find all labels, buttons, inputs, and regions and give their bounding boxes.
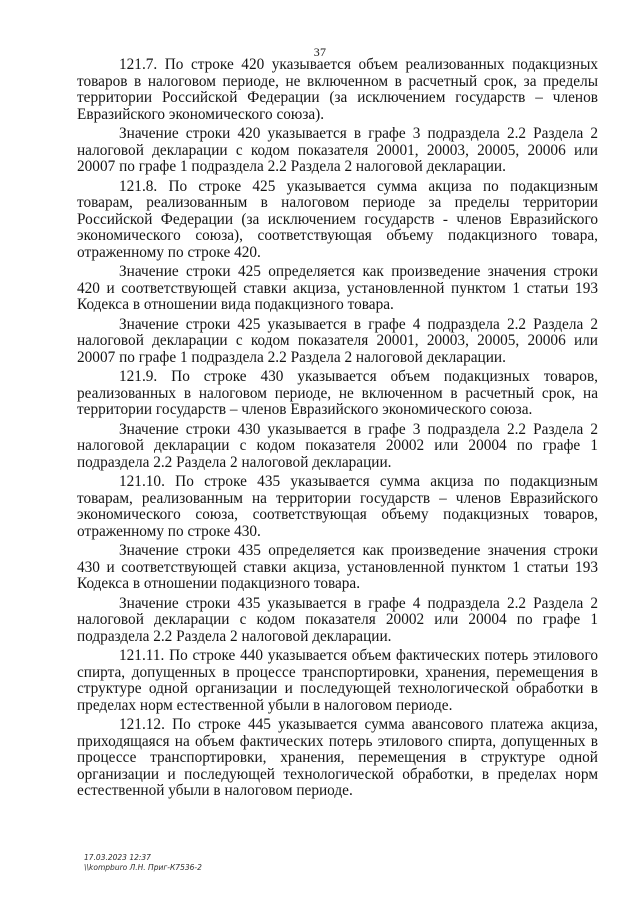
- page-number: 37: [313, 45, 327, 59]
- footer-timestamp: 17.03.2023 12:37: [84, 853, 151, 862]
- paragraph-121-9: 121.9. По строке 430 указывается объем подакцизных товаров, реализованных в налоговом периоде, не включенном в расчетный срок, на территории государств – членов Евразийского экономического союза.: [77, 368, 598, 418]
- paragraph-121-10: 121.10. По строке 435 указывается сумма акциза по подакцизным товарам, реализованным на территории государств – членов Евразийского экономического союза, соответствующая объему подакцизных товаров, отраженному по строке 430.: [77, 473, 598, 540]
- footer-stamp: [84, 853, 202, 873]
- footer-source-path: \\kompburo Л.Н. Приг-К7536-2: [84, 863, 202, 872]
- document-body: [77, 57, 598, 803]
- paragraph-line-430-value: Значение строки 430 указывается в графе 3 подраздела 2.2 Раздела 2 налоговой декларации с кодом показателя 20002 или 20004 по графе 1 подраздела 2.2 Раздела 2 налоговой декларации.: [77, 420, 598, 471]
- paragraph-121-11: 121.11. По строке 440 указывается объем фактических потерь этилового спирта, допущенных в процессе транспортировки, хранения, перемещения в структуре одной организации и последующей технологической обработки в пределах норм естественной убыли в налоговом периоде.: [77, 647, 598, 714]
- paragraph-line-425-calculation: Значение строки 425 определяется как произведение значения строки 420 и соответствующей ставки акциза, установленной пунктом 1 статьи 193 Кодекса в отношении вида подакцизного товара.: [77, 263, 598, 313]
- paragraph-line-425-value: Значение строки 425 указывается в графе 4 подраздела 2.2 Раздела 2 налоговой декларации с кодом показателя 20001, 20003, 20005, 20006 или 20007 по графе 1 подраздела 2.2 Раздела 2 налоговой декларации.: [77, 315, 598, 366]
- paragraph-line-435-calculation: Значение строки 435 определяется как произведение значения строки 430 и соответствующей ставки акциза, установленной пунктом 1 статьи 193 Кодекса в отношении подакцизного товара.: [77, 542, 598, 592]
- paragraph-121-8: 121.8. По строке 425 указывается сумма акциза по подакцизным товарам, реализованным в налоговом периоде за пределы территории Российской Федерации (за исключением государств - членов Евразийского экономического союза), соответствующая объему подакцизного товара, отраженному по строке 420.: [77, 177, 598, 261]
- paragraph-line-435-value: Значение строки 435 указывается в графе 4 подраздела 2.2 Раздела 2 налоговой декларации с кодом показателя 20002 или 20004 по графе 1 подраздела 2.2 Раздела 2 налоговой декларации.: [77, 594, 598, 645]
- paragraph-121-7: 121.7. По строке 420 указывается объем реализованных подакцизных товаров в налоговом периоде, не включенном в расчетный срок, за пределы территории Российской Федерации (за исключением государств – членов Евразийского экономического союза).: [77, 56, 598, 123]
- paragraph-121-12: 121.12. По строке 445 указывается сумма авансового платежа акциза, приходящаяся на объем фактических потерь этилового спирта, допущенных в процессе транспортировки, хранения, перемещения в структуре одной организации и последующей технологической обработки, в пределах норм естественной убыли в налоговом периоде.: [77, 716, 598, 799]
- paragraph-line-420-value: Значение строки 420 указывается в графе 3 подраздела 2.2 Раздела 2 налоговой декларации с кодом показателя 20001, 20003, 20005, 20006 или 20007 по графе 1 подраздела 2.2 Раздела 2 налоговой декларации.: [77, 125, 598, 175]
